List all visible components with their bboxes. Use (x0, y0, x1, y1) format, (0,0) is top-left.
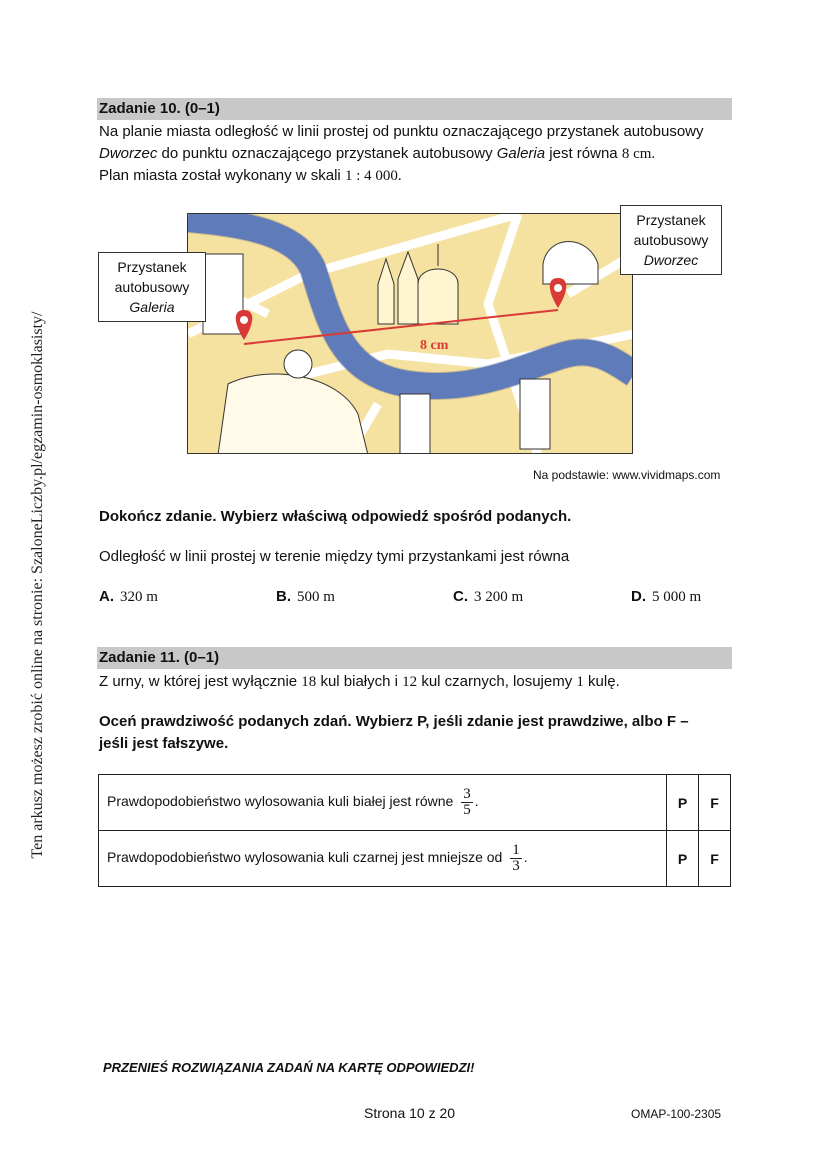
footer-note: PRZENIEŚ ROZWIĄZANIA ZADAŃ NA KARTĘ ODPOWIEDZI! (103, 1060, 475, 1075)
skyscraper-right-icon (520, 379, 550, 449)
cathedral-icon (378, 244, 458, 324)
option-c-letter: C. (453, 588, 468, 605)
tf-statement-1-text: Prawdopodobieństwo wylosowania kuli białej jest równe (107, 793, 454, 810)
task11-header: Zadanie 11. (0–1) (97, 647, 732, 669)
callout-dworzec (620, 205, 722, 275)
option-b-value: 500 m (297, 589, 335, 605)
tf-statement-1: Prawdopodobieństwo wylosowania kuli białej jest równe $\frac{3}{5}$ . (99, 775, 667, 831)
option-a-value: 320 m (120, 589, 158, 605)
page-number: Strona 10 z 20 (364, 1105, 456, 1121)
option-b-letter: B. (276, 588, 291, 605)
option-a[interactable] (99, 588, 158, 606)
station-icon (543, 242, 598, 285)
tf-1-f-option[interactable]: F (699, 775, 731, 831)
tf-2-f-option[interactable]: F (699, 831, 731, 887)
callout-galeria-line3: Galeria (129, 299, 175, 315)
tf-row (99, 775, 731, 831)
tf-statement-2: Prawdopodobieństwo wylosowania kuli czarnej jest mniejsze od $\frac{1}{3}$ . (99, 831, 667, 887)
task11-n-draw: 1 (576, 674, 584, 690)
task11-intro (99, 671, 620, 693)
option-d-letter: D. (631, 588, 646, 605)
tf-1-p-option[interactable]: P (667, 775, 699, 831)
option-b[interactable] (276, 588, 335, 606)
task11-intro-d: kulę. (583, 673, 620, 690)
task10-line2 (99, 143, 655, 165)
task10-line2-end: jest równa (545, 145, 622, 162)
fraction-3-5 (461, 787, 473, 818)
task10-line3-text: Plan miasta został wykonany w skali (99, 167, 345, 184)
fraction-denominator: 3 (512, 858, 520, 874)
task10-line3 (99, 165, 402, 187)
option-a-letter: A. (99, 588, 114, 605)
task10-instruction: Dokończ zdanie. Wybierz właściwą odpowiedź spośród podanych. (99, 508, 572, 525)
option-c-value: 3 200 m (474, 589, 524, 605)
callout-galeria-line1: Przystanek (117, 259, 187, 275)
fraction-1-3 (510, 843, 522, 874)
task10-line2-mid: do punktu oznaczającego przystanek autobusowy (157, 145, 497, 162)
callout-dworzec-line3: Dworzec (643, 252, 699, 268)
city-map (187, 213, 633, 454)
pin-dworzec-icon (550, 278, 567, 308)
fraction-denominator: 5 (463, 802, 471, 818)
side-note: Ten arkusz możesz zrobić online na stronie: SzaloneLiczby.pl/egzamin-osmoklasisty/ (29, 311, 46, 859)
task11-n-black: 12 (402, 674, 418, 690)
skyscraper-left-icon (400, 394, 430, 454)
task11-instruction-line1: Oceń prawdziwość podanych zdań. Wybierz P, jeśli zdanie jest prawdziwe, albo F – (99, 713, 689, 730)
fraction-numerator: 1 (512, 842, 520, 858)
callout-dworzec-line2: autobusowy (633, 232, 709, 248)
tf-statement-2-text: Prawdopodobieństwo wylosowania kuli czarnej jest mniejsze od (107, 849, 503, 866)
task11-intro-a: Z urny, w której jest wyłącznie (99, 673, 302, 690)
task11-intro-b: kul białych i (316, 673, 403, 690)
option-d[interactable] (631, 588, 701, 606)
callout-galeria (98, 252, 206, 322)
park (218, 374, 368, 454)
task11-intro-c: kul czarnych, losujemy (417, 673, 577, 690)
pin-galeria-icon (236, 310, 253, 340)
task10-distance: 8 cm. (621, 146, 656, 162)
fraction-numerator: 3 (463, 786, 471, 802)
task10-question: Odległość w linii prostej w terenie między tymi przystankami jest równa (99, 548, 570, 565)
true-false-table (98, 774, 731, 887)
stop-galeria-text: Galeria (496, 145, 546, 162)
callout-galeria-line2: autobusowy (114, 279, 190, 295)
exam-code: OMAP-100-2305 (631, 1107, 722, 1121)
task10-header: Zadanie 10. (0–1) (97, 98, 732, 120)
task10-scale: 1 : 4 000. (344, 168, 402, 184)
tree-icon (284, 350, 312, 378)
tf-2-p-option[interactable]: P (667, 831, 699, 887)
task10-line1: Na planie miasta odległość w linii prostej od punktu oznaczającego przystanek autobusowy (99, 123, 704, 140)
callout-dworzec-line1: Przystanek (636, 212, 706, 228)
task11-instruction-line2: jeśli jest fałszywe. (99, 735, 229, 752)
city-map-drawing (188, 214, 633, 454)
tf-row (99, 831, 731, 887)
map-source: Na podstawie: www.vividmaps.com (533, 468, 721, 482)
stop-dworzec-text: Dworzec (99, 145, 158, 162)
distance-label: 8 cm (420, 338, 449, 353)
option-d-value: 5 000 m (652, 589, 702, 605)
option-c[interactable] (453, 588, 523, 606)
task11-n-white: 18 (301, 674, 317, 690)
